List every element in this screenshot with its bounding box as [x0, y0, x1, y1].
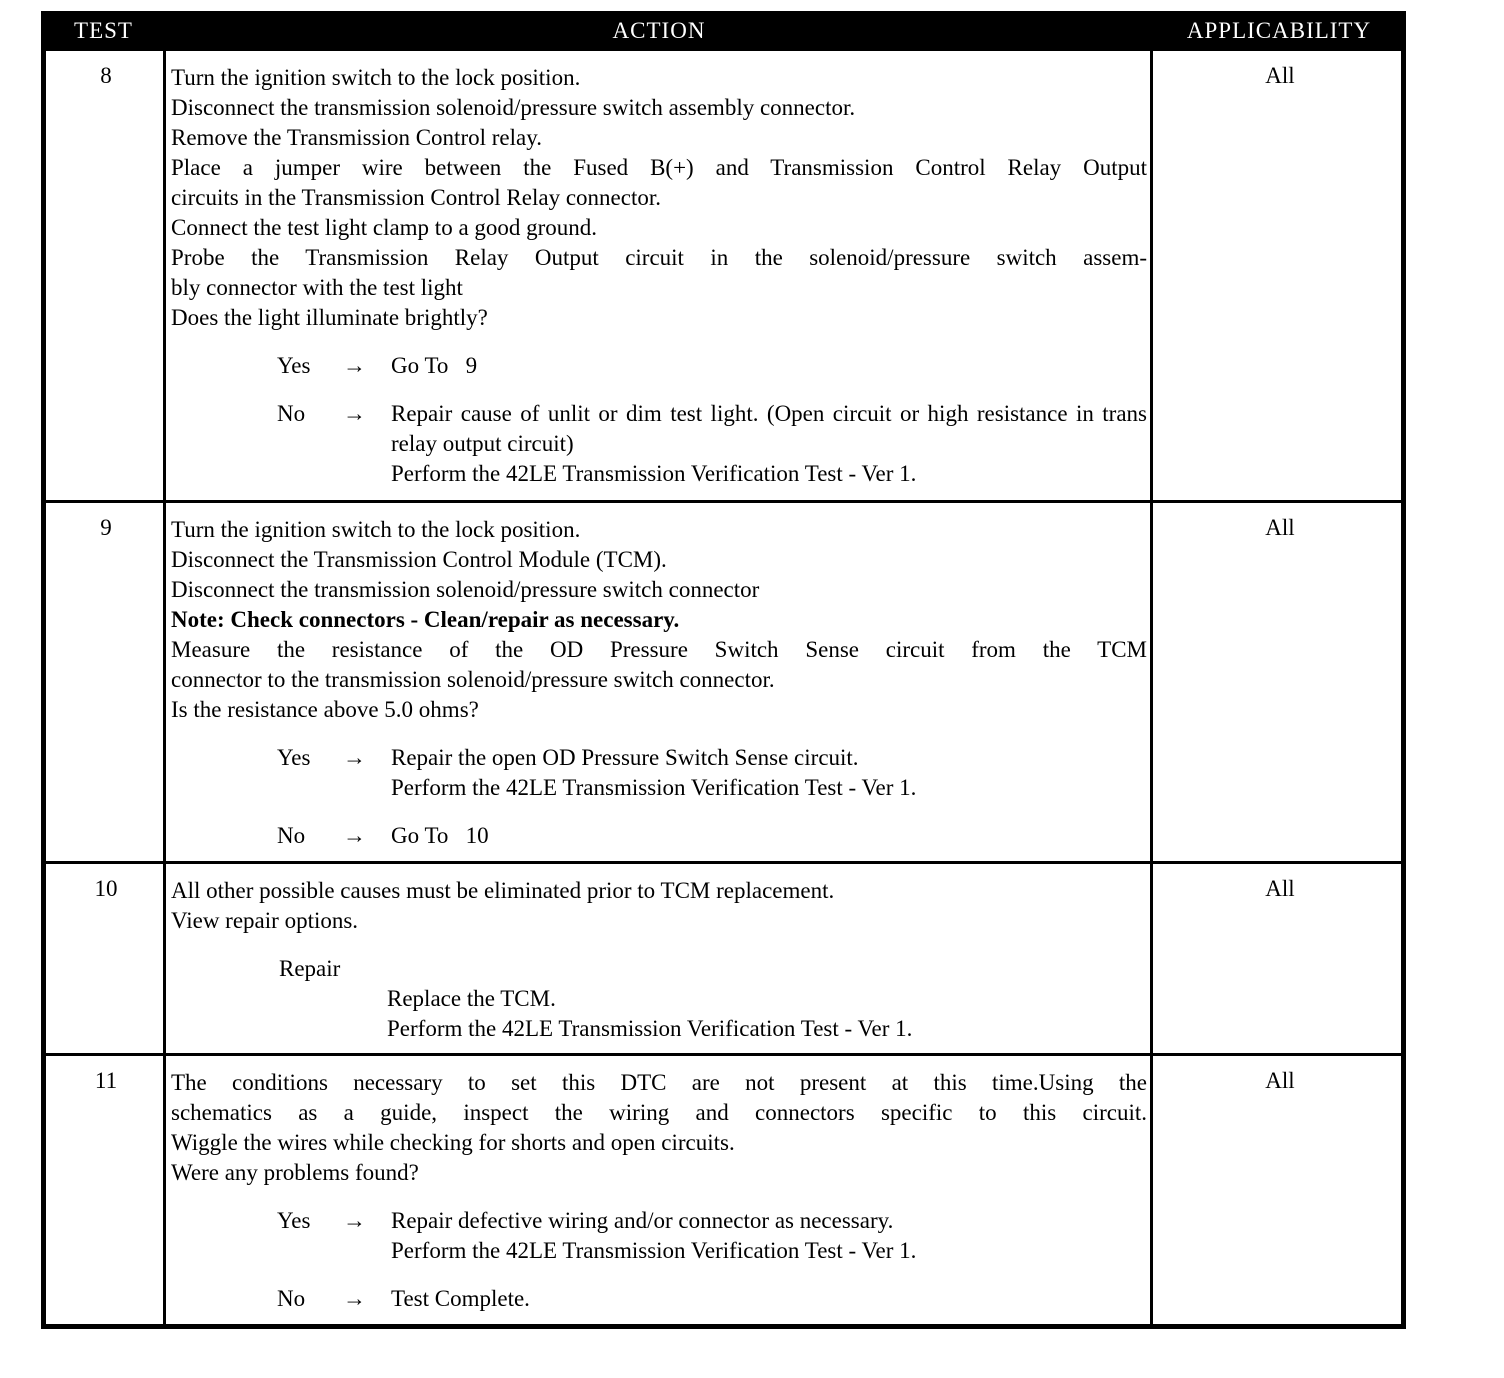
action-line: schematics as a guide, inspect the wiring and connectors specific to this circuit.: [171, 1100, 1147, 1125]
arrow-icon: →: [343, 1286, 366, 1311]
table-row: [46, 51, 1401, 501]
applicability-cell: All: [1265, 515, 1295, 540]
action-line: Disconnect the transmission solenoid/pressure switch assembly connector.: [171, 95, 856, 120]
arrow-icon: →: [343, 401, 366, 426]
table-header: [41, 11, 1406, 51]
note-line: Note: Check connectors - Clean/repair as necessary.: [171, 607, 680, 632]
no-text: Perform the 42LE Transmission Verification Test - Ver 1.: [391, 461, 917, 486]
action-line: Probe the Transmission Relay Output circuit in the solenoid/pressure switch assem-: [171, 245, 1147, 270]
table-row: [46, 503, 1401, 861]
yes-text: Go To 9: [391, 353, 478, 378]
no-response: [171, 1284, 1147, 1314]
repair-text: Replace the TCM.: [387, 986, 556, 1011]
action-cell: [171, 1068, 1147, 1314]
action-line: Disconnect the Transmission Control Module (TCM).: [171, 547, 667, 572]
action-line: All other possible causes must be eliminated prior to TCM replacement.: [171, 878, 835, 903]
yes-text: Perform the 42LE Transmission Verification Test - Ver 1.: [391, 775, 917, 800]
action-line: The conditions necessary to set this DTC are not present at this time.Using the: [171, 1070, 1147, 1095]
no-text: Repair cause of unlit or dim test light. (Open circuit or high resistance in trans relay output circuit): [391, 401, 1147, 456]
table-row: [46, 1056, 1401, 1326]
action-cell: [171, 63, 1147, 489]
action-line: Were any problems found?: [171, 1160, 419, 1185]
action-line: Place a jumper wire between the Fused B(+) and Transmission Control Relay Output: [171, 155, 1147, 180]
no-text: Test Complete.: [391, 1286, 530, 1311]
action-line: bly connector with the test light: [171, 275, 463, 300]
action-cell: [171, 515, 1147, 851]
yes-text: Perform the 42LE Transmission Verification Test - Ver 1.: [391, 1238, 917, 1263]
yes-response: [171, 1206, 1147, 1266]
no-response: [171, 399, 1147, 489]
action-line: connector to the transmission solenoid/pressure switch connector.: [171, 667, 775, 692]
arrow-icon: →: [343, 1208, 366, 1233]
yes-response: [171, 351, 1147, 381]
table-row: [46, 864, 1401, 1052]
no-response: [171, 821, 1147, 851]
yes-response: [171, 743, 1147, 803]
action-line: Turn the ignition switch to the lock position.: [171, 65, 581, 90]
action-line: Measure the resistance of the OD Pressure Switch Sense circuit from the TCM: [171, 637, 1147, 662]
action-line: Is the resistance above 5.0 ohms?: [171, 697, 479, 722]
action-line: Turn the ignition switch to the lock position.: [171, 517, 581, 542]
action-line: View repair options.: [171, 908, 359, 933]
applicability-cell: All: [1265, 1068, 1295, 1093]
no-label: No: [277, 1286, 306, 1311]
header-applicability: APPLICABILITY: [1186, 18, 1372, 43]
action-line: Connect the test light clamp to a good ground.: [171, 215, 598, 240]
action-line: Remove the Transmission Control relay.: [171, 125, 542, 150]
applicability-cell: All: [1265, 63, 1295, 88]
test-number: 11: [94, 1068, 118, 1093]
test-number: 9: [100, 515, 112, 540]
yes-label: Yes: [277, 353, 311, 378]
no-label: No: [277, 823, 306, 848]
action-line: Wiggle the wires while checking for shorts and open circuits.: [171, 1130, 735, 1155]
test-number: 8: [100, 63, 112, 88]
no-text: Go To 10: [391, 823, 489, 848]
arrow-icon: →: [343, 353, 366, 378]
action-line: circuits in the Transmission Control Relay connector.: [171, 185, 661, 210]
repair-label: Repair: [279, 956, 341, 981]
header-test: TEST: [74, 18, 133, 43]
yes-label: Yes: [277, 745, 311, 770]
test-number: 10: [94, 876, 118, 901]
header-action: ACTION: [612, 18, 706, 43]
yes-text: Repair defective wiring and/or connector as necessary.: [391, 1208, 894, 1233]
diagnostic-table: [41, 11, 1406, 1329]
repair-text: Perform the 42LE Transmission Verification Test - Ver 1.: [387, 1016, 913, 1041]
applicability-cell: All: [1265, 876, 1295, 901]
action-line: Disconnect the transmission solenoid/pressure switch connector: [171, 577, 760, 602]
action-line: Does the light illuminate brightly?: [171, 305, 488, 330]
arrow-icon: →: [343, 745, 366, 770]
no-label: No: [277, 401, 306, 426]
yes-text: Repair the open OD Pressure Switch Sense circuit.: [391, 745, 859, 770]
arrow-icon: →: [343, 823, 366, 848]
action-cell: [171, 876, 1147, 1044]
yes-label: Yes: [277, 1208, 311, 1233]
